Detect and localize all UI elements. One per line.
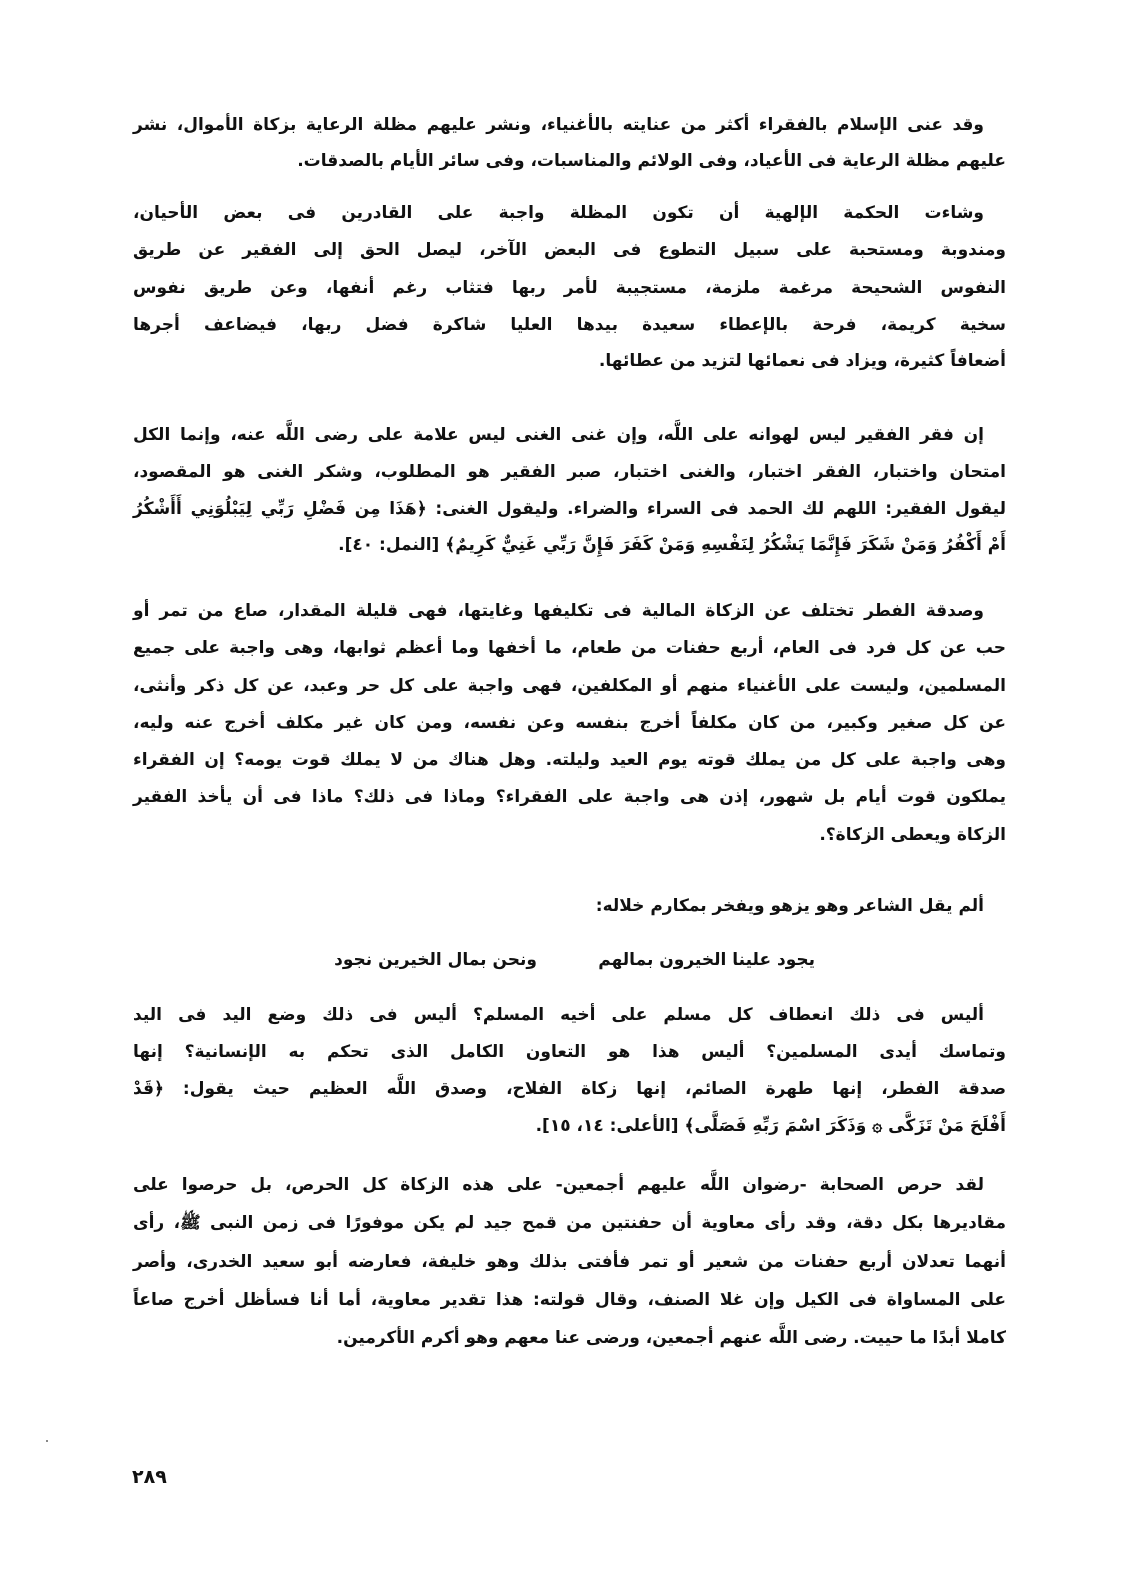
paragraph-3-line: أَمْ أَكْفُرُ وَمَنْ شَكَرَ فَإِنَّمَا يَشْكُرُ لِنَفْسِهِ وَمَنْ كَفَرَ فَإِنَّ رَبِّي غَنِيٌّ كَرِيمٌ﴾ [النمل: ٤٠]. (338, 535, 1006, 555)
paragraph-6-line: أَفْلَحَ مَنْ تَزَكَّى ۞ وَذَكَرَ اسْمَ رَبِّهِ فَصَلَّى﴾ [الأعلى: ١٤، ١٥]. (535, 1116, 1006, 1136)
paragraph-2-line: ومندوبة ومستحبة على سبيل التطوع فى البعض الآخر، ليصل الحق إلى الفقير عن طريق (133, 240, 1006, 260)
paragraph-4-line: حب عن كل فرد فى العام، أربع حفنات من طعام، ما أخفها وما أعظم ثوابها، وهى واجبة على جميع (133, 638, 1006, 658)
paragraph-6-line: أليس فى ذلك انعطاف كل مسلم على أخيه المسلم؟ أليس فى ذلك وضع اليد فى اليد (133, 1005, 984, 1025)
paragraph-4-line: وصدقة الفطر تختلف عن الزكاة المالية فى تكليفها وغايتها، فهى قليلة المقدار، صاع من تمر أو (133, 601, 984, 621)
paragraph-2-line: أضعافاً كثيرة، ويزاد فى نعمائها لتزيد من عطائها. (598, 351, 1006, 371)
paragraph-5-line: ألم يقل الشاعر وهو يزهو ويفخر بمكارم خلاله: (595, 896, 984, 916)
paragraph-7-line: لقد حرص الصحابة -رضوان اللَّه عليهم أجمعين- على هذه الزكاة كل الحرص، بل حرصوا على (133, 1175, 984, 1195)
paragraph-7-line: على المساواة فى الكيل وإن غلا الصنف، وقال قولته: هذا تقدير معاوية، أما أنا فسأظل أخرج صاعاً (133, 1290, 1006, 1310)
paragraph-4-line: عن كل صغير وكبير، من كان مكلفاً أخرج بنفسه وعن نفسه، ومن كان غير مكلف أخرج عنه وليه، (133, 713, 1006, 733)
poem-second-hemistich: ونحن بمال الخيرين نجود (334, 950, 537, 970)
paragraph-2-line: سخية كريمة، فرحة بالإعطاء سعيدة بيدها العليا شاكرة فضل ربها، فيضاعف أجرها (133, 315, 1006, 335)
paragraph-7-line: كاملا أبدًا ما حييت. رضى اللَّه عنهم أجمعين، ورضى عنا معهم وهو أكرم الأكرمين. (336, 1328, 1006, 1348)
paragraph-4-line: الزكاة ويعطى الزكاة؟. (819, 825, 1006, 845)
paragraph-4-line: وهى واجبة على كل من يملك قوته يوم العيد وليلته. وهل هناك من لا يملك قوت يومه؟ إن الفقراء (133, 750, 1006, 770)
paragraph-2-line: وشاءت الحكمة الإلهية أن تكون المظلة واجبة على القادرين فى بعض الأحيان، (133, 203, 984, 223)
paragraph-3-line: امتحان واختبار، الفقر اختبار، والغنى اختبار، صبر الفقير هو المطلوب، وشكر الغنى هو المقصود، (133, 462, 1006, 482)
poem-first-hemistich: يجود علينا الخيرون بمالهم (598, 950, 815, 970)
paragraph-1-line: وقد عنى الإسلام بالفقراء أكثر من عنايته بالأغنياء، ونشر عليهم مظلة الرعاية بزكاة الأموال، نشر (133, 115, 984, 135)
paragraph-6-line: صدقة الفطر، إنها طهرة الصائم، إنها زكاة الفلاح، وصدق اللَّه العظيم حيث يقول: ﴿قَدْ (133, 1079, 1006, 1099)
page-number: ٢٨٩ (132, 1466, 167, 1488)
paragraph-7-line: أنهما تعدلان أربع حفنات من شعير أو تمر فأفتى بذلك وهو خليفة، فعارضه أبو سعيد الخدرى، وأصر (133, 1252, 1006, 1272)
paragraph-3-line: ليقول الفقير: اللهم لك الحمد فى السراء والضراء. وليقول الغنى: ﴿هَذَا مِن فَضْلِ رَبِّي لِيَبْلُوَنِي أَأَشْكُرُ (133, 499, 1006, 519)
paragraph-6-line: وتماسك أيدى المسلمين؟ أليس هذا هو التعاون الكامل الذى تحكم به الإنسانية؟ إنها (133, 1042, 1006, 1062)
paragraph-1-line: عليهم مظلة الرعاية فى الأعياد، وفى الولائم والمناسبات، وفى سائر الأيام بالصدقات. (297, 151, 1006, 171)
paragraph-2-line: النفوس الشحيحة مرغمة ملزمة، مستجيبة لأمر ربها فتثاب رغم أنفها، وعن طريق نفوس (133, 278, 1006, 298)
paragraph-4-line: المسلمين، وليست على الأغنياء منهم أو المكلفين، فهى واجبة على كل حر وعبد، عن كل ذكر وأنثى، (133, 676, 1006, 696)
scan-speck (46, 1440, 48, 1442)
paragraph-7-line: مقاديرها بكل دقة، وقد رأى معاوية أن حفنتين من قمح جيد لم يكن موفورًا فى زمن النبى ﷺ، رأى (133, 1213, 1006, 1233)
paragraph-4-line: يملكون قوت أيام بل شهور، إذن هى واجبة على الفقراء؟ وماذا فى ذلك؟ ماذا فى أن يأخذ الفقير (133, 787, 1006, 807)
paragraph-3-line: إن فقر الفقير ليس لهوانه على اللَّه، وإن غنى الغنى ليس علامة على رضى اللَّه عنه، وإنما الكل (133, 425, 984, 445)
